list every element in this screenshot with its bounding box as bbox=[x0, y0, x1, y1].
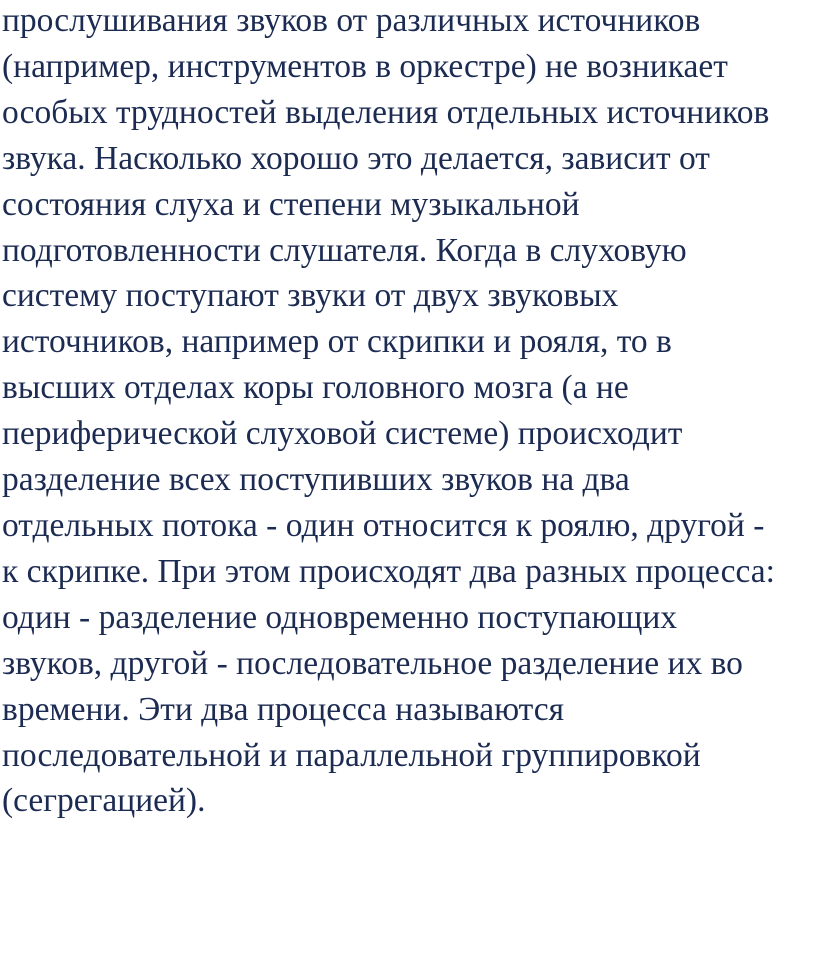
text-line: (например, инструментов в оркестре) не возникает bbox=[2, 47, 728, 85]
text-line: подготовленности слушателя. Когда в слуховую bbox=[2, 231, 687, 269]
text-line: звука. Насколько хорошо это делается, зависит от bbox=[2, 139, 710, 177]
text-line: источников, например от скрипки и рояля, то в bbox=[2, 323, 672, 361]
text-line: к скрипке. При этом происходят два разных процесса: bbox=[2, 552, 775, 590]
text-line: разделение всех поступивших звуков на два bbox=[2, 461, 630, 499]
text-line: последовательной и параллельной группировкой bbox=[2, 736, 701, 774]
text-line: особых трудностей выделения отдельных источников bbox=[2, 93, 770, 131]
text-line: (сегрегацией). bbox=[2, 782, 206, 820]
text-line: один - разделение одновременно поступающих bbox=[2, 598, 678, 636]
text-line: периферической слуховой системе) происходит bbox=[2, 415, 683, 453]
body-paragraph bbox=[2, 0, 816, 824]
text-line: систему поступают звуки от двух звуковых bbox=[2, 277, 619, 315]
text-line: состояния слуха и степени музыкальной bbox=[2, 185, 580, 223]
text-line: высших отделах коры головного мозга (а не bbox=[2, 369, 629, 407]
text-line: прослушивания звуков от различных источников bbox=[2, 2, 701, 39]
text-line: отдельных потока - один относится к роялю, другой - bbox=[2, 506, 765, 544]
text-line: времени. Эти два процесса называются bbox=[2, 690, 564, 728]
text-line: звуков, другой - последовательное разделение их во bbox=[2, 644, 743, 682]
